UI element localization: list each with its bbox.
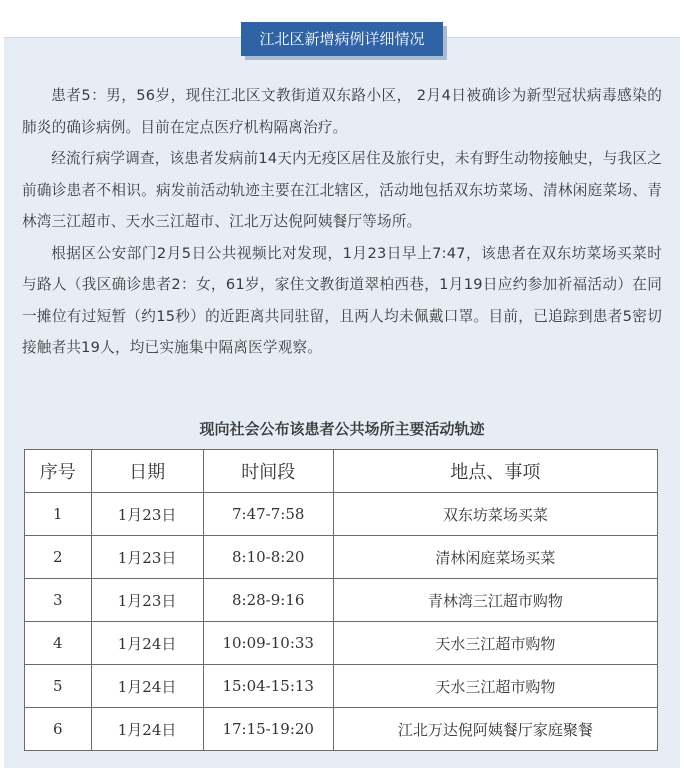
cell-index: 6 (25, 708, 92, 751)
cell-date: 1月24日 (91, 622, 203, 665)
cell-index: 5 (25, 665, 92, 708)
cell-location: 清林闲庭菜场买菜 (333, 536, 657, 579)
table-row (25, 493, 658, 536)
cell-date: 1月23日 (91, 579, 203, 622)
cell-location: 江北万达倪阿姨餐厅家庭聚餐 (333, 708, 657, 751)
cell-location: 天水三江超市购物 (333, 622, 657, 665)
paragraph-contact-tracing: 根据区公安部门2月5日公共视频比对发现，1月23日早上7:47，该患者在双东坊菜场买菜时与路人（我区确诊患者2：女，61岁，家住文教街道翠柏西巷，1月19日应约参加祈福活动）在同一摊位有过短暂（约15秒）的近距离共同驻留，且两人均未佩戴口罩。目前，已追踪到患者5密切接触者共19人，均已实施集中隔离医学观察。 (22, 244, 662, 356)
paragraph-epidemiology: 经流行病学调查，该患者发病前14天内无疫区居住及旅行史，未有野生动物接触史，与我区之前确诊患者不相识。病发前活动轨迹主要在江北辖区，活动地包括双东坊菜场、清林闲庭菜场、青林湾三江超市、天水三江超市、江北万达倪阿姨餐厅等场所。 (22, 150, 662, 230)
cell-date: 1月24日 (91, 708, 203, 751)
cell-index: 1 (25, 493, 92, 536)
cell-location: 天水三江超市购物 (333, 665, 657, 708)
cell-location: 青林湾三江超市购物 (333, 579, 657, 622)
case-description (22, 80, 662, 364)
activity-track-table (24, 449, 658, 751)
cell-index: 4 (25, 622, 92, 665)
table-header-row (25, 450, 658, 493)
table-title: 现向社会公布该患者公共场所主要活动轨迹 (199, 420, 485, 438)
table-row (25, 622, 658, 665)
cell-date: 1月23日 (91, 493, 203, 536)
cell-index: 3 (25, 579, 92, 622)
cell-time: 7:47-7:58 (203, 493, 333, 536)
cell-location: 双东坊菜场买菜 (333, 493, 657, 536)
cell-date: 1月24日 (91, 665, 203, 708)
cell-time: 17:15-19:20 (203, 708, 333, 751)
cell-index: 2 (25, 536, 92, 579)
cell-time: 8:10-8:20 (203, 536, 333, 579)
header-time: 时间段 (203, 450, 333, 493)
table-row (25, 665, 658, 708)
section-title: 江北区新增病例详细情况 (241, 22, 443, 56)
cell-time: 15:04-15:13 (203, 665, 333, 708)
header-date: 日期 (91, 450, 203, 493)
paragraph-patient-info: 患者5：男，56岁，现住江北区文教街道双东路小区， 2月4日被确诊为新型冠状病毒感染的肺炎的确诊病例。目前在定点医疗机构隔离治疗。 (22, 87, 662, 136)
table-row (25, 708, 658, 751)
cell-time: 10:09-10:33 (203, 622, 333, 665)
cell-date: 1月23日 (91, 536, 203, 579)
cell-time: 8:28-9:16 (203, 579, 333, 622)
table-row (25, 536, 658, 579)
header-index: 序号 (25, 450, 92, 493)
table-row (25, 579, 658, 622)
header-location: 地点、事项 (333, 450, 657, 493)
